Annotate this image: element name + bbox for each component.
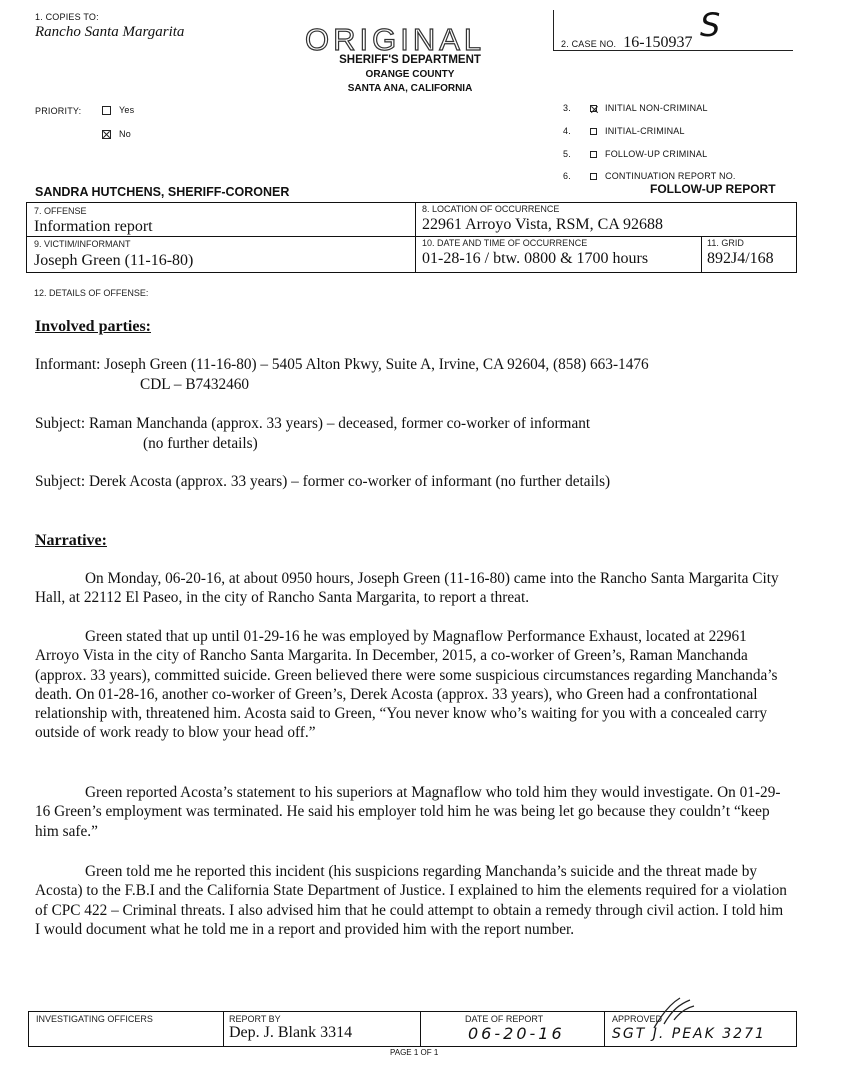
footer-rule xyxy=(223,1011,224,1047)
department-name: SHERIFF'S DEPARTMENT xyxy=(339,54,481,66)
datetime-label: 10. DATE AND TIME OF OCCURRENCE xyxy=(422,238,588,248)
checkbox-icon xyxy=(590,128,597,135)
footer-rule xyxy=(604,1011,605,1047)
checked-checkbox-icon xyxy=(102,130,111,139)
location-value: 22961 Arroyo Vista, RSM, CA 92688 xyxy=(422,216,663,233)
victim-label: 9. VICTIM/INFORMANT xyxy=(34,239,131,249)
checkbox-icon xyxy=(590,173,597,180)
case-label: 2. CASE NO. xyxy=(561,39,617,49)
city-name: SANTA ANA, CALIFORNIA xyxy=(347,83,473,94)
option-initial-non-criminal[interactable]: 3. INITIAL NON-CRIMINAL xyxy=(563,103,708,113)
option-continuation[interactable]: 6. CONTINUATION REPORT NO. xyxy=(563,171,736,181)
report-type: FOLLOW-UP REPORT xyxy=(650,182,776,196)
narrative-paragraph: Green reported Acosta’s statement to his superiors at Magnaflow who told him they would investigate. On 01-29-16 Green’s employment was terminated. He said his employer told him he was being let go because they couldn’t “keep him safe.” xyxy=(35,784,781,840)
details-label: 12. DETAILS OF OFFENSE: xyxy=(34,288,149,298)
case-value: 16-150937 xyxy=(623,34,693,51)
case-box-left-rule xyxy=(553,10,554,50)
footer-rule xyxy=(420,1011,421,1047)
grid-center-rule xyxy=(415,202,416,273)
copies-value: Rancho Santa Margarita xyxy=(35,24,185,40)
informant-line: Informant: Joseph Green (11-16-80) – 5405 Alton Pkwy, Suite A, Irvine, CA 92604, (858) 663-1476 xyxy=(35,356,649,373)
grid-middle-rule xyxy=(26,236,797,237)
report-by-value: Dep. J. Blank 3314 xyxy=(229,1024,353,1041)
original-stamp: ORIGINAL xyxy=(305,22,486,57)
grid-label: 11. GRID xyxy=(707,238,744,248)
date-of-report-value: 06-20-16 xyxy=(468,1024,565,1043)
checkbox-icon xyxy=(590,151,597,158)
date-of-report-label: DATE OF REPORT xyxy=(465,1014,544,1024)
victim-value: Joseph Green (11-16-80) xyxy=(34,252,194,269)
grid-right-rule xyxy=(701,236,702,273)
copies-label: 1. COPIES TO: xyxy=(35,12,99,22)
county-name: ORANGE COUNTY xyxy=(365,69,455,80)
subject-1-line: Subject: Raman Manchanda (approx. 33 years) – deceased, former co-worker of informant xyxy=(35,415,591,432)
narrative-paragraph: Green told me he reported this incident (his suspicions regarding Manchanda’s suicide and the threat made by Acosta) to the F.B.I and the California State Department of Justice. I explained to him the elements required for a violation of CPC 422 – Criminal threats. I also advised him that he could attempt to obtain a remedy through civil action. I told him I would document what he told me in a report and provided him with the report number. xyxy=(35,863,787,938)
narrative-paragraph: Green stated that up until 01-29-16 he was employed by Magnaflow Performance Exhaust, located at 22961 Arroyo Vista in the city of Rancho Santa Margarita. In December, 2015, a co-worker of Green’s, Raman Manchanda (approx. 33 years), committed suicide. Green believed there were some suspicious circumstances regarding Manchanda’s death. On 01-28-16, another co-worker of Green’s, Derek Acosta (approx. 33 years), who Green had a confrontational relationship with, threatened him. Acosta said to Green, “You never know who’s waiting for you with a concealed carry outside of work ready to blow your head off.” xyxy=(35,628,778,742)
involved-heading: Involved parties: xyxy=(35,318,151,335)
page-number: PAGE 1 OF 1 xyxy=(390,1048,439,1057)
report-by-label: REPORT BY xyxy=(229,1014,281,1024)
checkbox-icon xyxy=(102,106,111,115)
grid-value: 892J4/168 xyxy=(707,250,774,267)
priority-yes[interactable]: Yes xyxy=(102,105,134,115)
sheriff-name: SANDRA HUTCHENS, SHERIFF-CORONER xyxy=(35,185,290,199)
approved-label: APPROVED xyxy=(612,1014,663,1024)
offense-label: 7. OFFENSE xyxy=(34,206,87,216)
signature-scribble-icon xyxy=(650,994,698,1034)
approved-signature: SGT J. PEAK 3271 xyxy=(612,1026,766,1042)
subject-1-note: (no further details) xyxy=(143,435,258,452)
priority-no[interactable]: No xyxy=(102,129,131,139)
option-follow-up-criminal[interactable]: 5. FOLLOW-UP CRIMINAL xyxy=(563,149,708,159)
subject-2-line: Subject: Derek Acosta (approx. 33 years) – former co-worker of informant (no further details) xyxy=(35,473,611,490)
case-number xyxy=(561,34,693,52)
location-label: 8. LOCATION OF OCCURRENCE xyxy=(422,204,560,214)
option-initial-criminal[interactable]: 4. INITIAL-CRIMINAL xyxy=(563,126,685,136)
informant-cdl: CDL – B7432460 xyxy=(140,376,250,393)
offense-value: Information report xyxy=(34,218,153,235)
priority-label: PRIORITY: xyxy=(35,106,82,116)
datetime-value: 01-28-16 / btw. 0800 & 1700 hours xyxy=(422,250,649,267)
narrative-paragraph: On Monday, 06-20-16, at about 0950 hours, Joseph Green (11-16-80) came into the Rancho Santa Margarita City Hall, at 22112 El Paseo, in the city of Rancho Santa Margarita, to report a threat. xyxy=(35,570,779,607)
investigating-officers-label: INVESTIGATING OFFICERS xyxy=(36,1014,153,1024)
case-handwritten-mark: S xyxy=(700,6,721,44)
narrative-heading: Narrative: xyxy=(35,532,107,549)
checked-checkbox-icon xyxy=(590,105,597,112)
